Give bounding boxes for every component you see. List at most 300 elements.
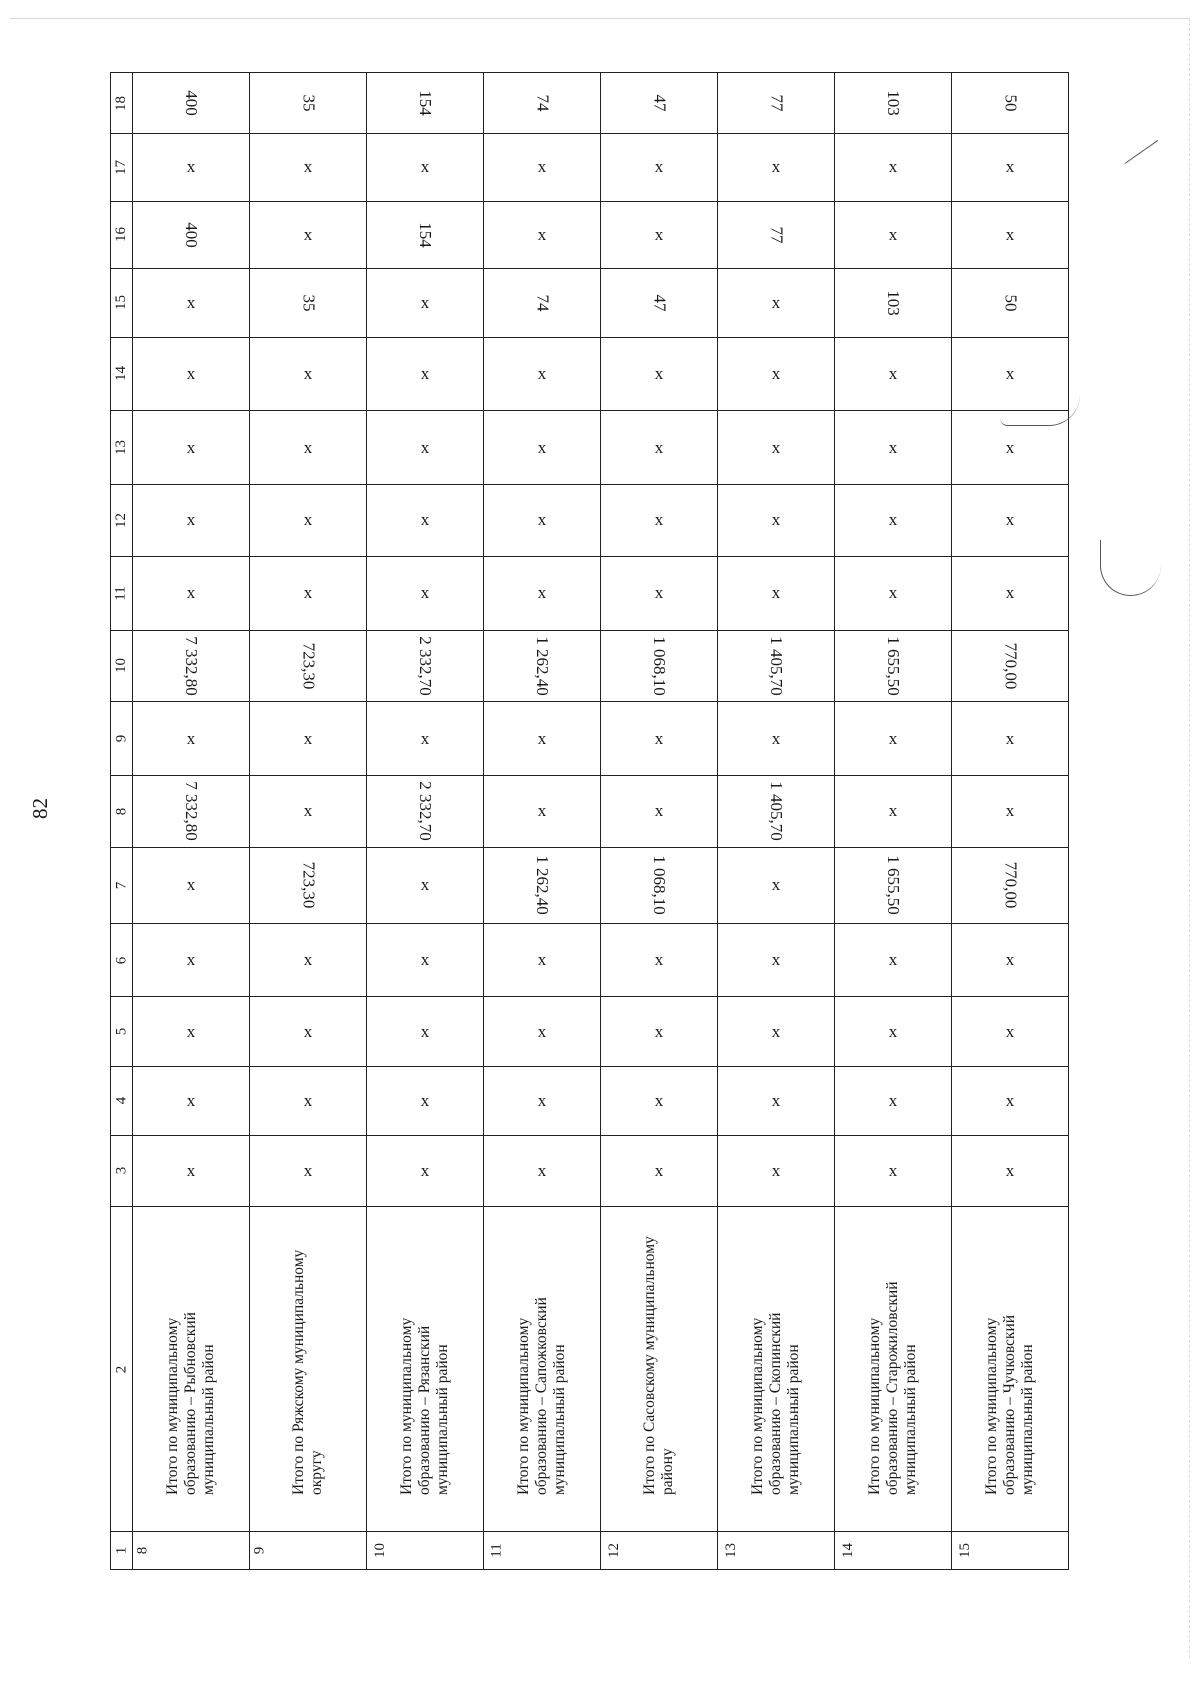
empty-mark-cell xyxy=(835,1066,952,1135)
municipality-name-cell xyxy=(250,1207,367,1532)
empty-mark-cell xyxy=(367,847,484,923)
value: 770,00 xyxy=(1001,642,1020,690)
x-mark: x xyxy=(771,157,781,177)
value-cell xyxy=(250,73,367,134)
empty-mark-cell xyxy=(952,702,1069,776)
x-mark: x xyxy=(303,224,313,244)
row-number-cell xyxy=(601,1531,718,1569)
x-mark: x xyxy=(888,801,898,821)
empty-mark-cell xyxy=(133,556,250,630)
table-row-col-5 xyxy=(111,997,1069,1067)
x-mark: x xyxy=(888,157,898,177)
table-row-col-12 xyxy=(111,485,1069,557)
x-mark: x xyxy=(303,363,313,383)
x-mark: x xyxy=(186,1160,196,1180)
value-cell xyxy=(133,73,250,134)
empty-mark-cell xyxy=(952,201,1069,268)
value: 74 xyxy=(533,294,552,312)
value: 103 xyxy=(884,90,903,116)
x-mark: x xyxy=(1005,950,1015,970)
value: 74 xyxy=(533,94,552,112)
row-number: 9 xyxy=(251,1546,268,1555)
empty-mark-cell xyxy=(835,201,952,268)
value: 47 xyxy=(650,294,669,312)
x-mark: x xyxy=(420,950,430,970)
x-mark: x xyxy=(1005,363,1015,383)
x-mark: x xyxy=(654,363,664,383)
empty-mark-cell xyxy=(250,702,367,776)
x-mark: x xyxy=(537,728,547,748)
table-row-col-1 xyxy=(111,1531,1069,1569)
empty-mark-cell xyxy=(484,702,601,776)
value: 1 655,50 xyxy=(884,636,903,696)
column-number-cell xyxy=(111,1531,133,1569)
value-cell xyxy=(250,847,367,923)
empty-mark-cell xyxy=(718,556,835,630)
empty-mark-cell xyxy=(718,923,835,997)
column-number: 11 xyxy=(112,585,129,601)
value: 400 xyxy=(182,90,201,116)
value-cell xyxy=(952,847,1069,923)
x-mark: x xyxy=(654,437,664,457)
value: 77 xyxy=(767,226,786,244)
value: 77 xyxy=(767,94,786,112)
x-mark: x xyxy=(186,583,196,603)
page-number: 82 xyxy=(27,797,52,819)
row-number-cell xyxy=(952,1531,1069,1569)
empty-mark-cell xyxy=(133,411,250,485)
x-mark: x xyxy=(420,875,430,895)
x-mark: x xyxy=(537,224,547,244)
row-number: 11 xyxy=(488,1543,505,1558)
empty-mark-cell xyxy=(484,485,601,557)
value-cell xyxy=(718,776,835,848)
empty-mark-cell xyxy=(250,1066,367,1135)
value: 2 332,70 xyxy=(416,781,435,842)
column-number-cell xyxy=(111,1207,133,1532)
x-mark: x xyxy=(303,1160,313,1180)
value-cell xyxy=(835,73,952,134)
empty-mark-cell xyxy=(718,1066,835,1135)
column-number: 5 xyxy=(113,1027,129,1036)
value: 1 655,50 xyxy=(884,855,903,915)
empty-mark-cell xyxy=(250,337,367,411)
table-row-col-2 xyxy=(111,1207,1069,1532)
x-mark: x xyxy=(186,728,196,748)
x-mark: x xyxy=(303,1090,313,1110)
x-mark: x xyxy=(186,292,196,312)
column-number: 15 xyxy=(113,295,129,311)
empty-mark-cell xyxy=(601,201,718,268)
row-number-cell xyxy=(367,1531,484,1569)
column-number-cell xyxy=(111,847,133,923)
municipality-name-cell xyxy=(367,1207,484,1532)
empty-mark-cell xyxy=(718,702,835,776)
empty-mark-cell xyxy=(835,997,952,1067)
x-mark: x xyxy=(420,1090,430,1110)
municipality-name-cell xyxy=(133,1207,250,1532)
x-mark: x xyxy=(537,801,547,821)
value: 50 xyxy=(1001,294,1020,312)
empty-mark-cell xyxy=(133,997,250,1067)
value: 1 068,10 xyxy=(650,855,669,915)
empty-mark-cell xyxy=(835,1135,952,1207)
empty-mark-cell xyxy=(952,556,1069,630)
empty-mark-cell xyxy=(601,485,718,557)
table-row-col-10 xyxy=(111,630,1069,702)
value: 400 xyxy=(182,222,201,248)
value-cell xyxy=(601,630,718,702)
pen-mark-arc xyxy=(1100,540,1161,596)
empty-mark-cell xyxy=(601,1066,718,1135)
empty-mark-cell xyxy=(250,485,367,557)
x-mark: x xyxy=(303,157,313,177)
x-mark: x xyxy=(771,728,781,748)
municipality-name-cell xyxy=(718,1207,835,1532)
empty-mark-cell xyxy=(601,337,718,411)
empty-mark-cell xyxy=(367,134,484,201)
value-cell xyxy=(601,847,718,923)
empty-mark-cell xyxy=(952,1066,1069,1135)
scan-edge-top xyxy=(10,18,1190,19)
value: 35 xyxy=(299,294,318,312)
row-number-cell xyxy=(250,1531,367,1569)
empty-mark-cell xyxy=(367,556,484,630)
empty-mark-cell xyxy=(133,337,250,411)
x-mark: x xyxy=(888,583,898,603)
x-mark: x xyxy=(420,1160,430,1180)
value-cell xyxy=(952,630,1069,702)
x-mark: x xyxy=(537,1090,547,1110)
value: 7 332,80 xyxy=(182,781,201,842)
x-mark: x xyxy=(537,583,547,603)
x-mark: x xyxy=(186,875,196,895)
x-mark: x xyxy=(186,1021,196,1041)
column-number-cell xyxy=(111,337,133,411)
column-number: 8 xyxy=(113,807,129,816)
column-number: 3 xyxy=(113,1167,129,1175)
table-row-col-6 xyxy=(111,923,1069,997)
x-mark: x xyxy=(420,1021,430,1041)
column-number-cell xyxy=(111,201,133,268)
empty-mark-cell xyxy=(835,923,952,997)
x-mark: x xyxy=(1005,437,1015,457)
empty-mark-cell xyxy=(367,411,484,485)
x-mark: x xyxy=(771,950,781,970)
x-mark: x xyxy=(1005,583,1015,603)
column-number: 18 xyxy=(113,95,129,111)
table-row-col-4 xyxy=(111,1066,1069,1135)
municipality-name: Итого по муниципальному образованию – Рыбновский муниципальный район xyxy=(164,1312,217,1496)
empty-mark-cell xyxy=(250,134,367,201)
x-mark: x xyxy=(888,728,898,748)
value-cell xyxy=(367,201,484,268)
x-mark: x xyxy=(1005,1160,1015,1180)
value-cell xyxy=(484,73,601,134)
empty-mark-cell xyxy=(952,923,1069,997)
x-mark: x xyxy=(888,1160,898,1180)
x-mark: x xyxy=(420,363,430,383)
empty-mark-cell xyxy=(484,337,601,411)
column-number: 4 xyxy=(113,1096,129,1105)
x-mark: x xyxy=(654,1021,664,1041)
column-number: 17 xyxy=(113,159,129,175)
value-cell xyxy=(718,630,835,702)
x-mark: x xyxy=(888,510,898,530)
column-number-cell xyxy=(111,630,133,702)
municipality-name: Итого по муниципальному образованию – Старожиловский муниципальный район xyxy=(866,1281,919,1496)
x-mark: x xyxy=(771,1160,781,1180)
empty-mark-cell xyxy=(133,134,250,201)
empty-mark-cell xyxy=(133,485,250,557)
table-row-col-3 xyxy=(111,1135,1069,1207)
x-mark: x xyxy=(654,801,664,821)
column-number: 9 xyxy=(113,734,129,743)
empty-mark-cell xyxy=(835,337,952,411)
empty-mark-cell xyxy=(835,134,952,201)
table-row-col-7 xyxy=(111,847,1069,923)
value-cell xyxy=(601,269,718,338)
municipality-name: Итого по Ряжскому муниципальному округу xyxy=(290,1249,325,1496)
table-row-col-8 xyxy=(111,776,1069,848)
x-mark: x xyxy=(1005,1021,1015,1041)
table-row-col-15 xyxy=(111,269,1069,338)
municipality-name-cell xyxy=(484,1207,601,1532)
x-mark: x xyxy=(654,157,664,177)
value: 50 xyxy=(1001,94,1020,112)
x-mark: x xyxy=(888,437,898,457)
table-row-col-13 xyxy=(111,411,1069,485)
x-mark: x xyxy=(303,801,313,821)
x-mark: x xyxy=(771,583,781,603)
x-mark: x xyxy=(771,1090,781,1110)
empty-mark-cell xyxy=(250,201,367,268)
empty-mark-cell xyxy=(952,485,1069,557)
x-mark: x xyxy=(186,363,196,383)
x-mark: x xyxy=(888,224,898,244)
empty-mark-cell xyxy=(835,776,952,848)
value: 770,00 xyxy=(1001,861,1020,909)
value: 1 262,40 xyxy=(533,855,552,915)
x-mark: x xyxy=(303,583,313,603)
value-cell xyxy=(367,776,484,848)
empty-mark-cell xyxy=(718,337,835,411)
empty-mark-cell xyxy=(484,201,601,268)
empty-mark-cell xyxy=(484,556,601,630)
x-mark: x xyxy=(537,157,547,177)
empty-mark-cell xyxy=(952,776,1069,848)
x-mark: x xyxy=(1005,224,1015,244)
empty-mark-cell xyxy=(601,997,718,1067)
empty-mark-cell xyxy=(952,134,1069,201)
column-number: 10 xyxy=(113,658,129,674)
x-mark: x xyxy=(537,950,547,970)
value-cell xyxy=(718,73,835,134)
x-mark: x xyxy=(654,224,664,244)
x-mark: x xyxy=(420,510,430,530)
empty-mark-cell xyxy=(484,134,601,201)
empty-mark-cell xyxy=(718,134,835,201)
empty-mark-cell xyxy=(367,1066,484,1135)
empty-mark-cell xyxy=(484,776,601,848)
x-mark: x xyxy=(1005,728,1015,748)
column-number-cell xyxy=(111,485,133,557)
value: 2 332,70 xyxy=(416,636,435,696)
empty-mark-cell xyxy=(367,269,484,338)
x-mark: x xyxy=(186,950,196,970)
x-mark: x xyxy=(303,437,313,457)
x-mark: x xyxy=(186,510,196,530)
value-cell xyxy=(484,269,601,338)
table-row-col-9 xyxy=(111,702,1069,776)
empty-mark-cell xyxy=(835,485,952,557)
x-mark: x xyxy=(771,875,781,895)
empty-mark-cell xyxy=(484,1066,601,1135)
x-mark: x xyxy=(888,1021,898,1041)
value-cell xyxy=(484,847,601,923)
value-cell xyxy=(718,201,835,268)
empty-mark-cell xyxy=(601,411,718,485)
empty-mark-cell xyxy=(133,1066,250,1135)
row-number-cell xyxy=(718,1531,835,1569)
x-mark: x xyxy=(303,728,313,748)
empty-mark-cell xyxy=(835,556,952,630)
value-cell xyxy=(250,269,367,338)
table-row-col-11 xyxy=(111,556,1069,630)
empty-mark-cell xyxy=(250,997,367,1067)
column-number: 12 xyxy=(113,512,129,528)
municipality-name-cell xyxy=(835,1207,952,1532)
empty-mark-cell xyxy=(133,923,250,997)
x-mark: x xyxy=(303,510,313,530)
x-mark: x xyxy=(654,950,664,970)
value: 723,30 xyxy=(299,642,318,690)
municipality-name-cell xyxy=(952,1207,1069,1532)
value: 154 xyxy=(416,90,435,116)
column-number: 2 xyxy=(113,1365,129,1373)
column-number-cell xyxy=(111,134,133,201)
column-number: 14 xyxy=(113,366,129,382)
municipality-name-cell xyxy=(601,1207,718,1532)
x-mark: x xyxy=(1005,157,1015,177)
municipality-name: Итого по муниципальному образованию – Рязанский муниципальный район xyxy=(398,1317,451,1496)
x-mark: x xyxy=(654,583,664,603)
column-number: 1 xyxy=(113,1546,129,1555)
data-table xyxy=(110,72,1069,1570)
value-cell xyxy=(835,630,952,702)
x-mark: x xyxy=(420,292,430,312)
x-mark: x xyxy=(303,950,313,970)
empty-mark-cell xyxy=(952,997,1069,1067)
column-number-cell xyxy=(111,923,133,997)
empty-mark-cell xyxy=(367,997,484,1067)
empty-mark-cell xyxy=(601,923,718,997)
column-number-cell xyxy=(111,702,133,776)
empty-mark-cell xyxy=(601,1135,718,1207)
value-cell xyxy=(250,630,367,702)
empty-mark-cell xyxy=(133,269,250,338)
x-mark: x xyxy=(420,728,430,748)
empty-mark-cell xyxy=(601,776,718,848)
value: 1 068,10 xyxy=(650,636,669,696)
scan-edge-right xyxy=(1189,18,1190,1658)
empty-mark-cell xyxy=(250,776,367,848)
column-number: 6 xyxy=(113,956,129,964)
empty-mark-cell xyxy=(835,702,952,776)
value: 103 xyxy=(884,290,903,316)
empty-mark-cell xyxy=(367,1135,484,1207)
column-number-cell xyxy=(111,411,133,485)
x-mark: x xyxy=(771,510,781,530)
x-mark: x xyxy=(537,437,547,457)
empty-mark-cell xyxy=(952,1135,1069,1207)
empty-mark-cell xyxy=(718,1135,835,1207)
x-mark: x xyxy=(654,728,664,748)
pen-mark-tick xyxy=(1102,107,1158,164)
value-cell xyxy=(367,630,484,702)
value-cell xyxy=(133,776,250,848)
table-row-col-16 xyxy=(111,201,1069,268)
row-number: 10 xyxy=(372,1542,388,1558)
empty-mark-cell xyxy=(367,923,484,997)
empty-mark-cell xyxy=(718,269,835,338)
x-mark: x xyxy=(771,292,781,312)
x-mark: x xyxy=(537,1021,547,1041)
x-mark: x xyxy=(186,157,196,177)
x-mark: x xyxy=(771,1021,781,1041)
value: 35 xyxy=(299,94,318,112)
column-number-cell xyxy=(111,997,133,1067)
x-mark: x xyxy=(420,157,430,177)
value-cell xyxy=(835,269,952,338)
empty-mark-cell xyxy=(484,997,601,1067)
empty-mark-cell xyxy=(601,556,718,630)
empty-mark-cell xyxy=(133,702,250,776)
x-mark: x xyxy=(303,1021,313,1041)
x-mark: x xyxy=(654,1090,664,1110)
municipality-name: Итого по Сасовскому муниципальному району xyxy=(641,1236,676,1496)
value-cell xyxy=(835,847,952,923)
x-mark: x xyxy=(537,363,547,383)
empty-mark-cell xyxy=(250,923,367,997)
x-mark: x xyxy=(888,1090,898,1110)
empty-mark-cell xyxy=(367,337,484,411)
value-cell xyxy=(601,73,718,134)
value-cell xyxy=(133,630,250,702)
empty-mark-cell xyxy=(718,997,835,1067)
empty-mark-cell xyxy=(718,411,835,485)
x-mark: x xyxy=(186,1090,196,1110)
empty-mark-cell xyxy=(133,847,250,923)
row-number: 13 xyxy=(723,1542,739,1558)
empty-mark-cell xyxy=(601,702,718,776)
row-number-cell xyxy=(133,1531,250,1569)
column-number-cell xyxy=(111,73,133,134)
row-number-cell xyxy=(835,1531,952,1569)
column-number-cell xyxy=(111,1066,133,1135)
municipality-name: Итого по муниципальному образованию – Чучковский муниципальный район xyxy=(983,1314,1036,1496)
empty-mark-cell xyxy=(250,1135,367,1207)
empty-mark-cell xyxy=(250,411,367,485)
x-mark: x xyxy=(1005,1090,1015,1110)
table-row-col-18 xyxy=(111,73,1069,134)
column-number-cell xyxy=(111,776,133,848)
value: 47 xyxy=(650,94,669,112)
value-cell xyxy=(133,201,250,268)
x-mark: x xyxy=(420,437,430,457)
x-mark: x xyxy=(537,510,547,530)
empty-mark-cell xyxy=(367,702,484,776)
